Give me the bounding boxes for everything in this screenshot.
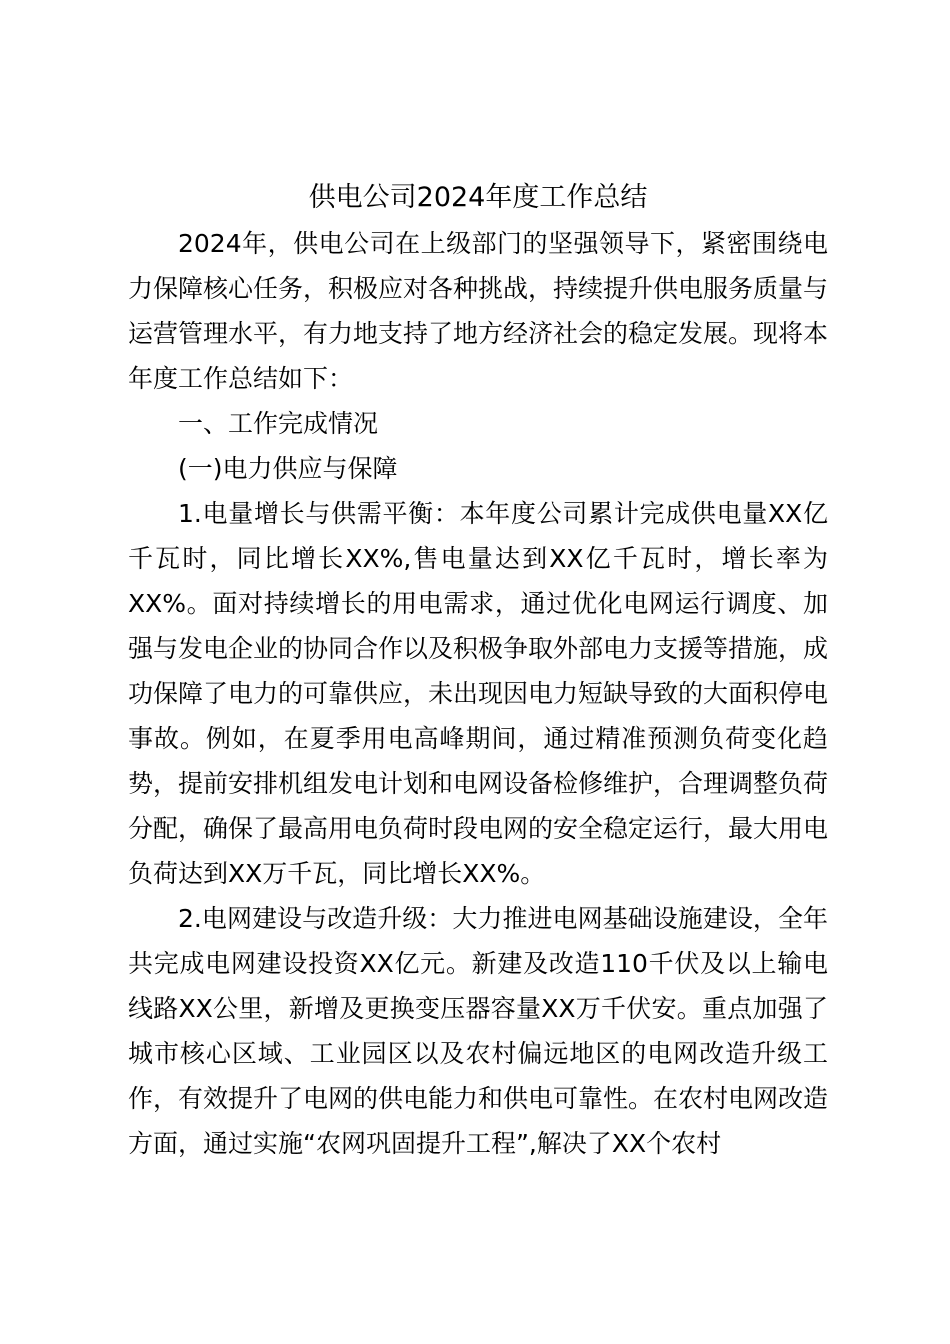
subsection-heading: (一)电力供应与保障 bbox=[178, 454, 398, 483]
document-page bbox=[128, 175, 828, 1166]
item-paragraph-1: 1.电量增长与供需平衡：本年度公司累计完成供电量XX亿千瓦时，同比增长XX%,售电量达到XX亿千瓦时，增长率为XX%。面对持续增长的用电需求，通过优化电网运行调度、加强与发电企业的协同合作以及积极争取外部电力支援等措施，成功保障了电力的可靠供应，未出现因电力短缺导致的大面积停电事故。例如，在夏季用电高峰期间，通过精准预测负荷变化趋势，提前安排机组发电计划和电网设备检修维护，合理调整负荷分配，确保了最高用电负荷时段电网的安全稳定运行，最大用电负荷达到XX万千瓦，同比增长XX%。 bbox=[128, 499, 829, 888]
intro-paragraph: 2024年，供电公司在上级部门的坚强领导下，紧密围绕电力保障核心任务，积极应对各种挑战，持续提升供电服务质量与运营管理水平，有力地支持了地方经济社会的稳定发展。现将本年度工作总结如下： bbox=[128, 229, 829, 393]
document-title: 供电公司2024年度工作总结 bbox=[308, 182, 648, 213]
item-paragraph-2: 2.电网建设与改造升级：大力推进电网基础设施建设，全年共完成电网建设投资XX亿元。新建及改造110千伏及以上输电线路XX公里，新增及更换变压器容量XX万千伏安。重点加强了城市核心区域、工业园区以及农村偏远地区的电网改造升级工作，有效提升了电网的供电能力和供电可靠性。在农村电网改造方面，通过实施“农网巩固提升工程”,解决了XX个农村 bbox=[128, 904, 829, 1158]
section-heading: 一、工作完成情况 bbox=[178, 409, 379, 438]
